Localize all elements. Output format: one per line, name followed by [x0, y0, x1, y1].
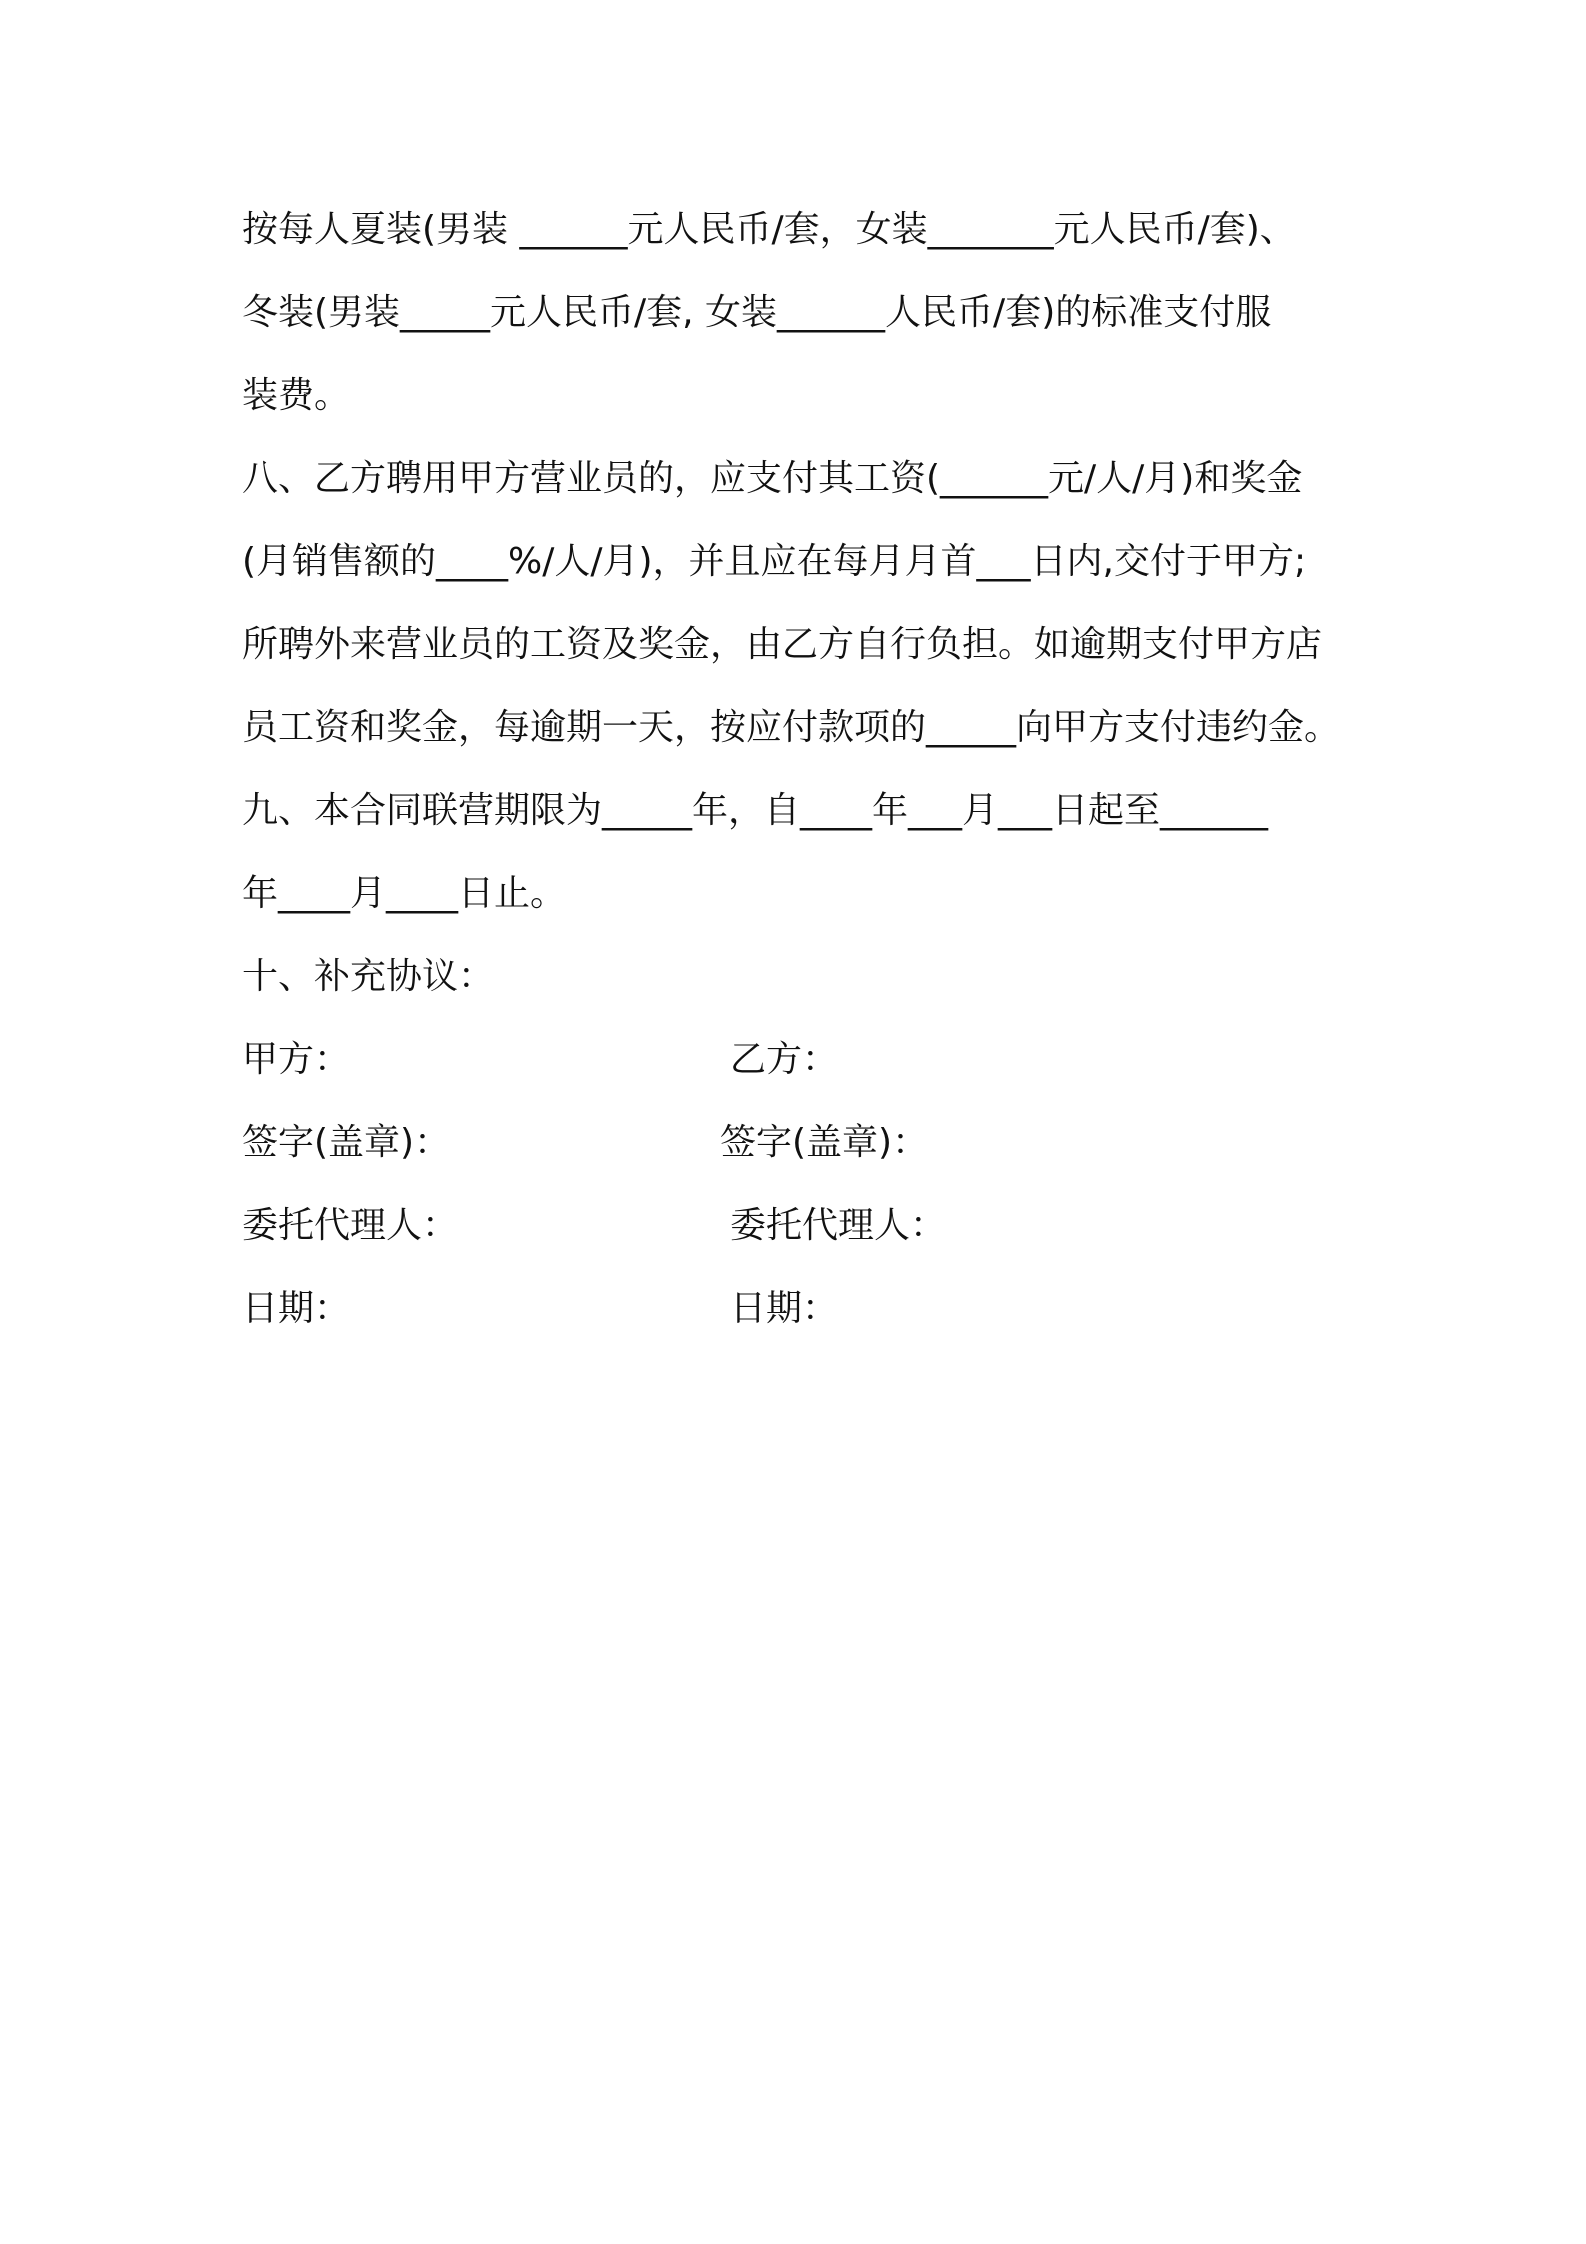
party-b-label: 乙方：	[730, 1039, 839, 1080]
clause-10-line: 十、补充协议：	[242, 956, 495, 997]
paragraph-line: 装费。	[242, 375, 351, 416]
clause-8-line: 所聘外来营业员的工资及奖金，由乙方自行负担。如逾期支付甲方店	[242, 624, 1323, 665]
party-b-date-label: 日期：	[730, 1288, 839, 1329]
clause-8-line: 员工资和奖金，每逾期一天，按应付款项的_____向甲方支付违约金。	[242, 707, 1341, 748]
clause-8-line: (月销售额的____%/人/月)，并且应在每月月首___日内,交付于甲方;	[242, 541, 1307, 582]
party-a-agent-label: 委托代理人：	[242, 1205, 459, 1246]
party-a-label: 甲方：	[242, 1039, 351, 1080]
party-b-signature-label: 签字(盖章)：	[720, 1122, 929, 1163]
clause-8-line: 八、乙方聘用甲方营业员的，应支付其工资(______元/人/月)和奖金	[242, 458, 1303, 499]
paragraph-line: 冬装(男装_____元人民币/套, 女装______人民币/套)的标准支付服	[242, 292, 1272, 333]
party-a-signature-label: 签字(盖章)：	[242, 1122, 451, 1163]
paragraph-line: 按每人夏装(男装 ______元人民币/套，女装_______元人民币/套)、	[242, 209, 1296, 250]
clause-9-line: 年____月____日止。	[242, 873, 567, 914]
party-b-agent-label: 委托代理人：	[730, 1205, 947, 1246]
party-a-date-label: 日期：	[242, 1288, 351, 1329]
clause-9-line: 九、本合同联营期限为_____年，自____年___月___日起至______	[242, 790, 1269, 831]
